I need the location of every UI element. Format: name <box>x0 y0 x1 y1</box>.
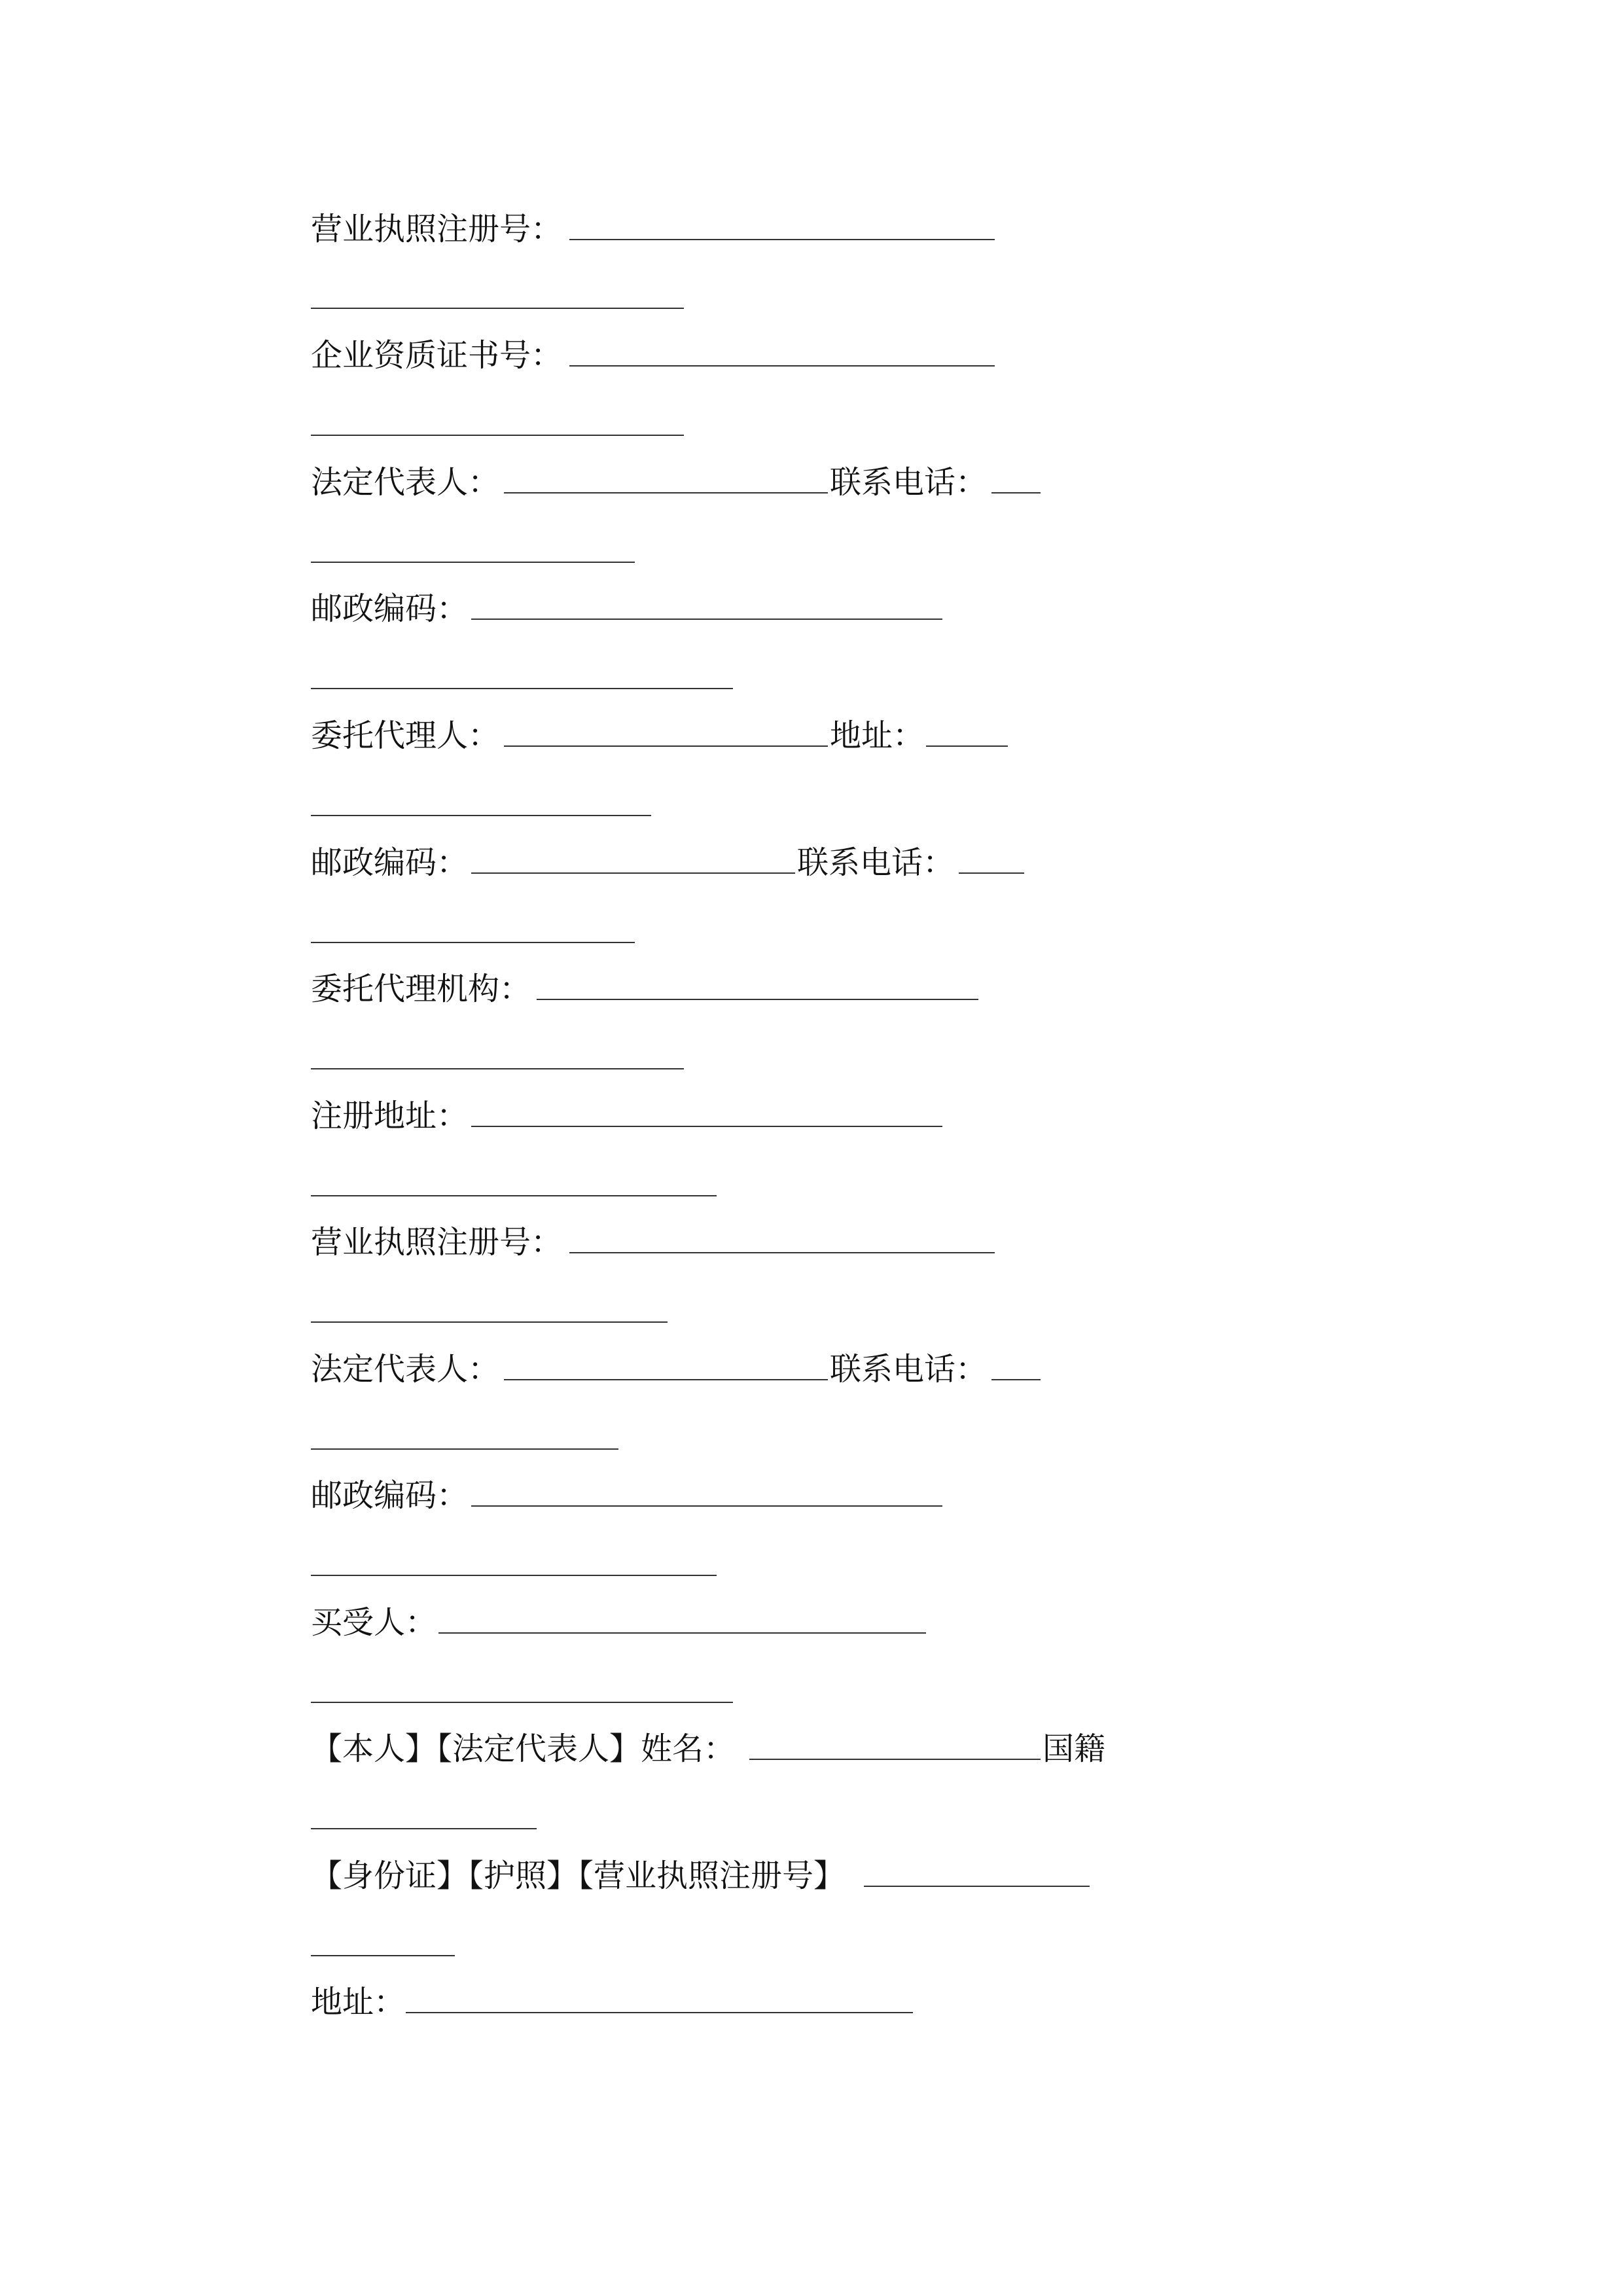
seller-agent-address-label: 地址： <box>830 717 925 754</box>
seller-qualification-field[interactable] <box>569 365 995 367</box>
seller-legal-rep-phone-label: 联系电话： <box>830 464 988 501</box>
seller-license-field[interactable] <box>569 239 995 240</box>
buyer-id-field-cont[interactable] <box>311 1955 455 1956</box>
seller-legal-rep-phone-field[interactable] <box>991 492 1041 493</box>
agency-license-field-cont[interactable] <box>311 1321 668 1323</box>
buyer-id-field[interactable] <box>864 1886 1090 1887</box>
agency-legal-rep-phone-label: 联系电话： <box>830 1351 988 1388</box>
seller-postcode-label: 邮政编码： <box>311 590 469 627</box>
seller-qualification-field-cont[interactable] <box>311 435 684 436</box>
seller-postcode-field-cont[interactable] <box>311 688 733 689</box>
agency-license-field[interactable] <box>569 1252 995 1253</box>
agency-license-label: 营业执照注册号： <box>311 1224 563 1261</box>
agency-legal-rep-field[interactable] <box>504 1379 828 1380</box>
buyer-label: 买受人： <box>311 1604 437 1641</box>
agency-field[interactable] <box>537 999 978 1000</box>
buyer-nationality-field[interactable] <box>311 1828 537 1829</box>
buyer-address-field[interactable] <box>406 2012 913 2013</box>
agency-address-field-cont[interactable] <box>311 1195 717 1196</box>
buyer-identity-label: 【本人】【法定代表人】姓名： <box>311 1731 736 1767</box>
seller-license-field-cont[interactable] <box>311 308 684 309</box>
seller-agent-postcode-field[interactable] <box>471 872 795 874</box>
agency-postcode-field[interactable] <box>471 1505 942 1507</box>
buyer-field[interactable] <box>438 1632 926 1634</box>
agency-address-label: 注册地址： <box>311 1098 469 1134</box>
seller-legal-rep-label: 法定代表人： <box>311 464 500 501</box>
buyer-id-label: 【身份证】【护照】【营业执照注册号】 <box>311 1857 846 1894</box>
agency-address-field[interactable] <box>471 1126 942 1127</box>
agency-field-cont[interactable] <box>311 1068 684 1069</box>
seller-agent-field[interactable] <box>504 745 828 747</box>
agency-postcode-label: 邮政编码： <box>311 1477 469 1514</box>
seller-agent-phone-label: 联系电话： <box>797 844 955 881</box>
seller-agent-phone-field[interactable] <box>959 872 1024 874</box>
buyer-address-label: 地址： <box>311 1984 406 2020</box>
buyer-nationality-label: 国籍 <box>1043 1731 1106 1767</box>
seller-agent-address-field[interactable] <box>926 745 1008 747</box>
seller-postcode-field[interactable] <box>471 619 942 620</box>
agency-legal-rep-label: 法定代表人： <box>311 1351 500 1388</box>
agency-legal-rep-phone-field[interactable] <box>991 1379 1041 1380</box>
seller-agent-label: 委托代理人： <box>311 717 500 754</box>
agency-label: 委托代理机构： <box>311 971 531 1007</box>
agency-postcode-field-cont[interactable] <box>311 1575 717 1576</box>
seller-agent-address-field-cont[interactable] <box>311 815 651 816</box>
seller-agent-phone-field-cont[interactable] <box>311 942 635 943</box>
buyer-name-field[interactable] <box>749 1759 1041 1760</box>
agency-legal-rep-phone-field-cont[interactable] <box>311 1448 618 1450</box>
seller-license-label: 营业执照注册号： <box>311 211 563 247</box>
seller-qualification-label: 企业资质证书号： <box>311 337 563 374</box>
seller-legal-rep-phone-field-cont[interactable] <box>311 562 635 563</box>
seller-agent-postcode-label: 邮政编码： <box>311 844 469 881</box>
buyer-field-cont[interactable] <box>311 1702 733 1703</box>
seller-legal-rep-field[interactable] <box>504 492 828 493</box>
